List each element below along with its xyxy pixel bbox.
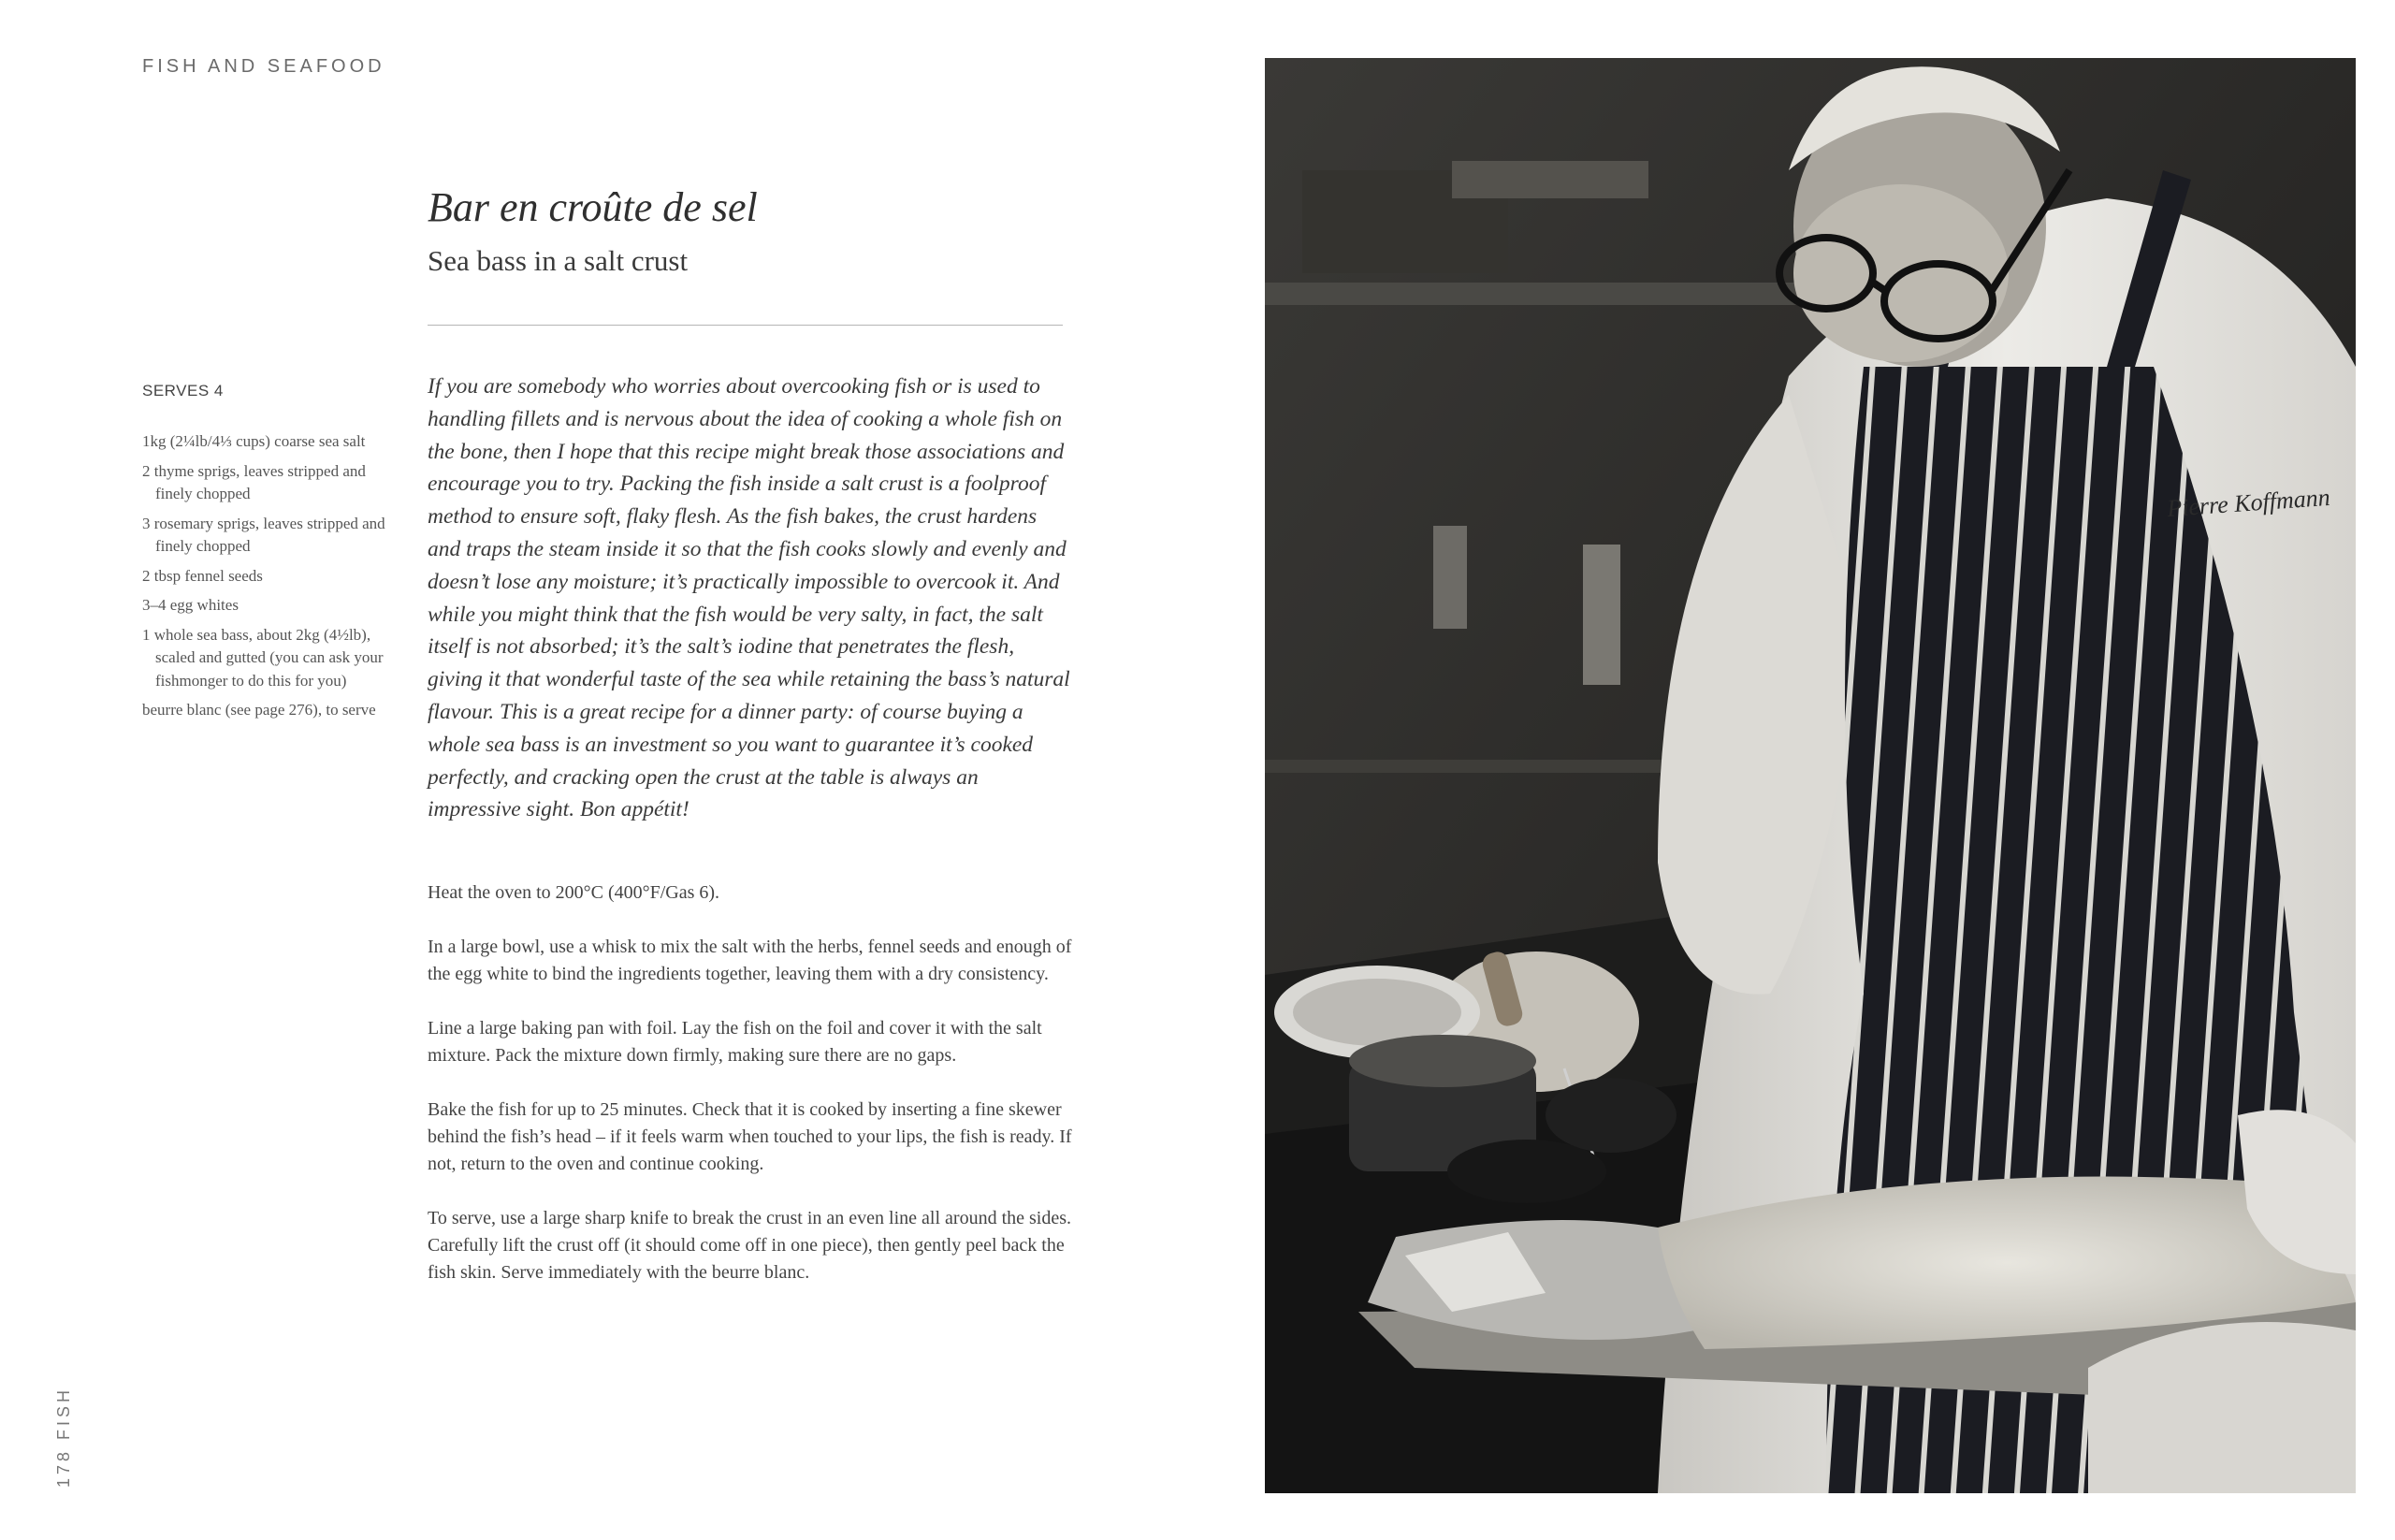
method-steps	[428, 879, 1073, 1314]
apron-embroidery: Pierre Koffmann	[2166, 483, 2331, 522]
ingredient-item: 1 whole sea bass, about 2kg (4½lb), scaled and gutted (you can ask your fishmonger to do this for you)	[142, 625, 384, 690]
chef-photo	[1265, 58, 2356, 1493]
method-step: Line a large baking pan with foil. Lay the fish on the foil and cover it with the salt mixture. Pack the mixture down firmly, making sure there are no gaps.	[428, 1018, 1042, 1066]
ingredient-item: 1kg (2¼lb/4⅓ cups) coarse sea salt	[142, 432, 366, 450]
ingredient-list	[142, 430, 390, 729]
page-folio: 178 FISH	[54, 1386, 73, 1488]
ingredient-item: 2 thyme sprigs, leaves stripped and finely chopped	[142, 461, 366, 502]
ingredient-item: 3–4 egg whites	[142, 596, 239, 614]
method-step: Heat the oven to 200°C (400°F/Gas 6).	[428, 882, 720, 903]
ingredient-item: 3 rosemary sprigs, leaves stripped and finely chopped	[142, 514, 385, 555]
ingredient-item: 2 tbsp fennel seeds	[142, 566, 263, 585]
ingredient-item: beurre blanc (see page 276), to serve	[142, 701, 376, 719]
method-step: To serve, use a large sharp knife to break the crust in an even line all around the sides. Carefully lift the crust off (it should come off in one piece), then gently peel back the fish skin. Serve immediately with the beurre blanc.	[428, 1208, 1071, 1283]
serves-label: SERVES 4	[142, 382, 224, 400]
chef-photo-illustration	[1265, 58, 2356, 1493]
recipe-intro: If you are somebody who worries about overcooking fish or is used to handling fillets and is nervous about the idea of cooking a whole fish on the bone, then I hope that this recipe might break those associations and encourage you to try. Packing the fish inside a salt crust is a foolproof method to ensure soft, flaky flesh. As the fish bakes, the crust hardens and traps the steam inside it so that the fish cooks slowly and evenly and doesn’t lose any moisture; it’s practically impossible to overcook it. And while you might think that the fish would be very salty, in fact, the salt itself is not absorbed; it’s the salt’s iodine that penetrates the flesh, giving it that wonderful taste of the sea while retaining the bass’s natural flavour. This is a great recipe for a dinner party: of course buying a whole sea bass is an investment so you want to guarantee it’s cooked perfectly, and cracking open the crust at the table is always an impressive sight. Bon appétit!	[428, 374, 1070, 822]
recipe-subtitle: Sea bass in a salt crust	[428, 244, 689, 277]
recipe-title: Bar en croûte de sel	[428, 184, 758, 230]
method-step: In a large bowl, use a whisk to mix the salt with the herbs, fennel seeds and enough of the egg white to bind the ingredients together, leaving them with a dry consistency.	[428, 937, 1072, 984]
title-divider	[428, 325, 1063, 326]
method-step: Bake the fish for up to 25 minutes. Check that it is cooked by inserting a fine skewer behind the fish’s head – if it feels warm when touched to your lips, the fish is ready. If not, return to the oven and continue cooking.	[428, 1099, 1072, 1174]
section-header: FISH AND SEAFOOD	[142, 56, 385, 77]
